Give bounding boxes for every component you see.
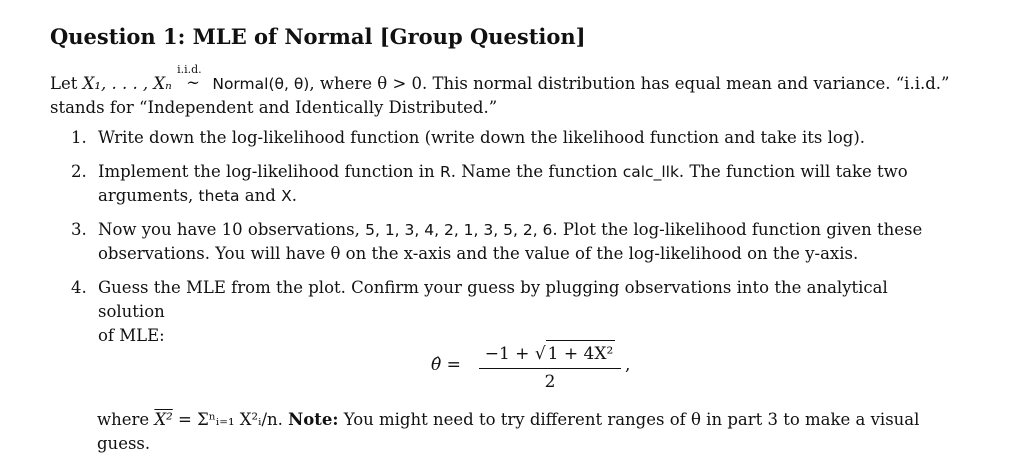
item-arg-x: X	[281, 187, 292, 205]
sqrt-inner: 1 + 4X²	[546, 340, 616, 367]
item-text-and: and	[239, 186, 282, 205]
item-text-3: . The function will take two	[678, 162, 908, 181]
footer-text-3: You might need to try different ranges of θ in part 3 to make a visual	[338, 410, 920, 429]
item-function-name: calc_llk	[622, 163, 679, 181]
formula-comma: ,	[625, 355, 631, 375]
intro-text-2: , where θ > 0. This normal distribution has equal mean and variance. “i.i.d.”	[309, 74, 950, 93]
list-item	[71, 126, 958, 150]
mle-formula	[431, 340, 631, 396]
footer-xbar: X²	[154, 410, 173, 429]
question-title: Question 1: MLE of Normal [Group Question]	[50, 24, 586, 49]
intro-distribution: Normal(θ, θ)	[212, 75, 310, 93]
list-item	[71, 218, 958, 266]
iid-symbol: ∼	[186, 73, 200, 92]
item-text-2: . Plot the log-likelihood function given these	[552, 220, 923, 239]
formula-numerator	[475, 340, 625, 367]
intro-vars: X₁, . . . , Xₙ	[82, 74, 172, 93]
iid-label: i.i.d.	[177, 63, 202, 76]
list-item	[71, 160, 958, 208]
item-number: 4.	[71, 278, 87, 297]
question-list	[71, 126, 958, 348]
item-text-3: observations. You will have θ on the x-axis and the value of the log-likelihood on the y-axis.	[98, 244, 859, 263]
item-number: 2.	[71, 162, 87, 181]
item-text-2: . Name the function	[450, 162, 623, 181]
formula-denominator: 2	[544, 372, 556, 392]
formula-numerator-prefix: −1 +	[484, 344, 535, 364]
sqrt-symbol: √	[534, 344, 546, 364]
item-number: 1.	[71, 128, 87, 147]
item-text-end: .	[291, 186, 297, 205]
intro-text-1: Let	[50, 74, 83, 93]
footer-text-4: guess.	[97, 434, 151, 453]
formula-lhs: θ̂ =	[431, 355, 461, 375]
item-text: Write down the log-likelihood function (write down the likelihood function and take its log).	[98, 128, 866, 147]
item-text-1: Now you have 10 observations,	[98, 220, 366, 239]
intro-paragraph	[50, 63, 980, 120]
item-text-2: of MLE:	[98, 326, 165, 345]
footer-text-2: = Σⁿᵢ₌₁ X²ᵢ/n.	[172, 410, 289, 429]
item-number: 3.	[71, 220, 87, 239]
item-text-1: Implement the log-likelihood function in	[98, 162, 440, 181]
footer-text-1: where	[97, 410, 155, 429]
item-r-language: R	[439, 163, 451, 181]
iid-symbol-group	[177, 63, 207, 92]
item-observations: 5, 1, 3, 4, 2, 1, 3, 5, 2, 6	[365, 221, 553, 239]
intro-text-3: stands for “Independent and Identically Distributed.”	[50, 98, 498, 117]
item-text-4: arguments,	[98, 186, 199, 205]
list-item	[71, 276, 958, 348]
item-arg-theta: theta	[198, 187, 240, 205]
formula-fraction	[475, 340, 625, 395]
item-text-1: Guess the MLE from the plot. Confirm your guess by plugging observations into the analytical solution	[98, 278, 888, 321]
note-label: Note:	[288, 410, 339, 429]
